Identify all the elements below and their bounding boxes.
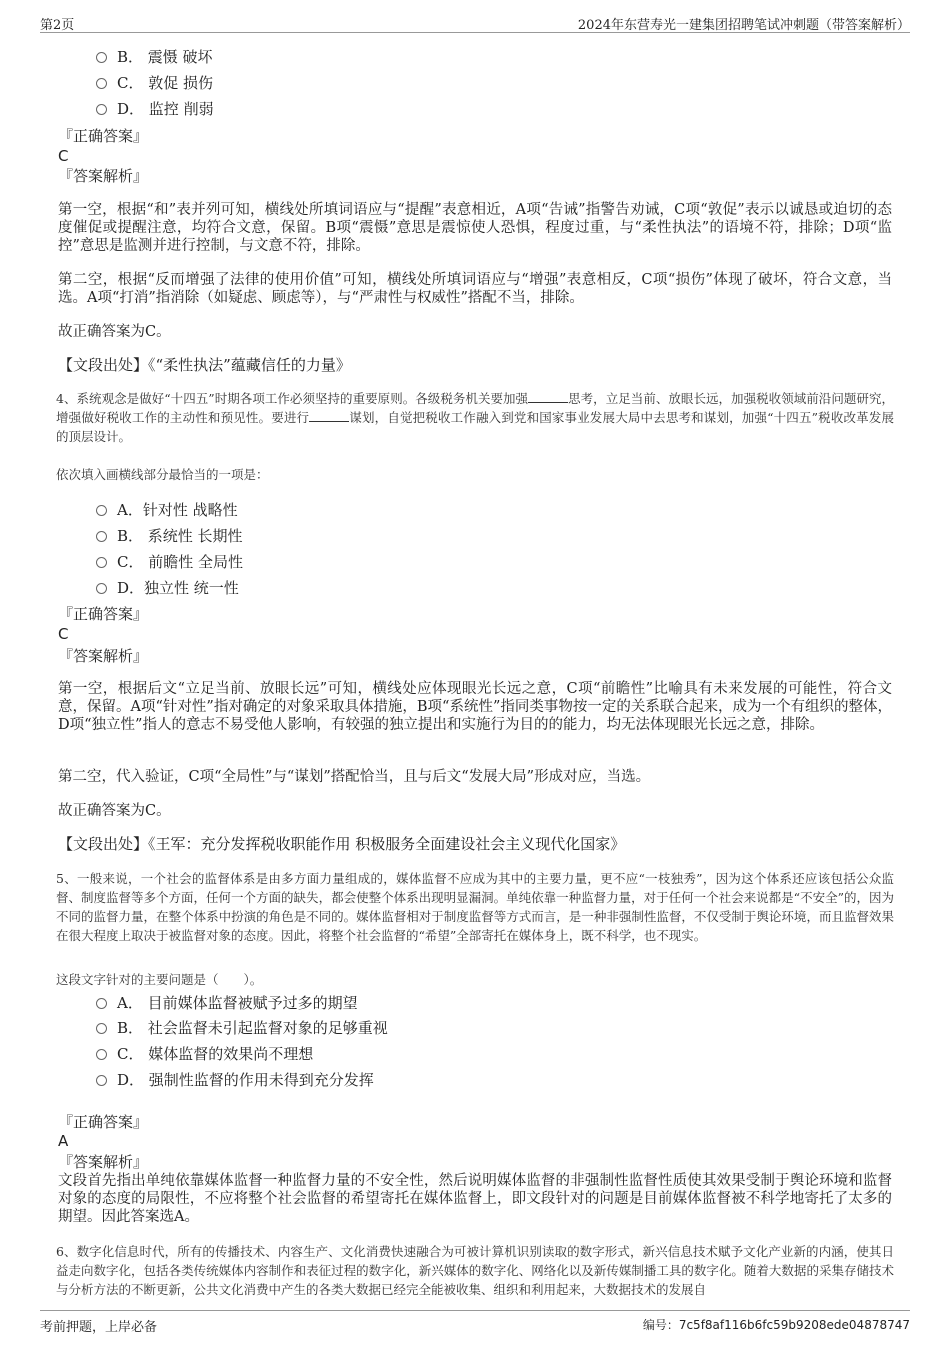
q4-option-c[interactable]: C． 前瞻性 全局性 [96,552,243,572]
radio-icon [96,998,107,1009]
q5-option-d[interactable]: D． 强制性监督的作用未得到充分发挥 [96,1070,374,1090]
q4-analysis-p1: 第一空，根据后文“立足当前、放眼长远”可知，横线处应体现眼光长远之意，C项“前瞻性”比喻具有未来发展的可能性，符合文意，保留。A项“针对性”指对确定的对象采取具体措施，B项“系统性”指同类事物按一定的关系联合起来，成为一个有组织的整体，D项“独立性”指人的意志不易受他人影响，有较强的独立提出和实施行为目的的能力，均无法体现眼光长远之意，排除。 [58,681,892,733]
page-footer [40,1310,910,1335]
q6-stem: 6、数字化信息时代，所有的传播技术、内容生产、文化消费快速融合为可被计算机识别读取的数字形式，新兴信息技术赋予文化产业新的内涵，使其日益走向数字化，包括各类传统媒体内容制作和表征过程的数字化，新兴媒体的数字化、网络化以及新传媒制播工具的数字化。随着大数据的采集存储技术与分析方法的不断更新，公共文化消费中产生的各类大数据已经完全能被收集、组织和利用起来，大数据技术的发展自 [56,1244,894,1297]
radio-icon [96,505,107,516]
q5-option-b[interactable]: B． 社会监督未引起监督对象的足够重视 [96,1018,388,1038]
q3-source: 【文段出处】《“柔性执法”蕴藏信任的力量》 [58,356,351,374]
q4-answer: C [58,625,69,643]
document-title: 2024年东营寿光一建集团招聘笔试冲刺题（带答案解析） [577,18,910,33]
radio-icon [96,104,107,115]
blank-line [528,402,568,403]
radio-icon [96,1075,107,1086]
q5-prompt: 这段文字针对的主要问题是（ ）。 [56,972,263,987]
q3-answer: C [58,147,69,165]
q4-analysis-p2: 第二空，代入验证，C项“全局性”与“谋划”搭配恰当，且与后文“发展大局”形成对应，当选。 [58,769,651,785]
q3-option-c[interactable]: C． 敦促 损伤 [96,73,213,93]
q5-stem: 5、一般来说，一个社会的监督体系是由多方面力量组成的，媒体监督不应成为其中的主要力量，更不应“一枝独秀”，因为这个体系还应该包括公众监督、制度监督等多个方面，任何一个方面的缺失，都会使整个体系出现明显漏洞。单纯依靠一种监督力量，对于任何一个社会来说都是“不安全”的，因为不同的监督力量，在整个体系中扮演的角色是不同的。媒体监督相对于制度监督等方式而言，是一种非强制性监督，不仅受制于舆论环境，而且监督效果在很大程度上取决于被监督对象的态度。因此，将整个社会监督的“希望”全部寄托在媒体身上，既不科学，也不现实。 [56,871,894,943]
q4-analysis-p3: 故正确答案为C。 [58,803,171,819]
q4-source: 【文段出处】《王军：充分发挥税收职能作用 积极服务全面建设社会主义现代化国家》 [58,835,626,853]
radio-icon [96,557,107,568]
radio-icon [96,1049,107,1060]
radio-icon [96,1023,107,1034]
q3-analysis-label: 『答案解析』 [58,167,149,185]
q3-option-b[interactable]: B． 震慑 破坏 [96,47,213,67]
page-number: 第2页 [40,18,75,33]
q4-analysis-label: 『答案解析』 [58,647,149,665]
radio-icon [96,531,107,542]
document-id: 编号：7c5f8af116b6fc59b9208ede04878747 [642,1318,910,1332]
q4-option-a[interactable]: A．针对性 战略性 [96,500,238,520]
q4-stem: 4、系统观念是做好“十四五”时期各项工作必须坚持的重要原则。各级税务机关要加强 思考，立足当前、放眼长远，加强税收领域前沿问题研究，增强做好税收工作的主动性和预见性。要进行 谋划，自觉把税收工作融入到党和国家事业发展大局中去思考和谋划，加强“十四五”税收改革发展的顶层设计。 [56,391,894,444]
q5-analysis-p1: 文段首先指出单纯依靠媒体监督一种监督力量的不安全性，然后说明媒体监督的非强制性监督性质使其效果受制于舆论环境和监督对象的态度的局限性，不应将整个社会监督的希望寄托在媒体监督上，即文段针对的问题是目前媒体监督被不科学地寄托了太多的期望。因此答案选A。 [58,1173,892,1225]
page-header [40,12,910,33]
radio-icon [96,78,107,89]
blank-line [309,421,349,422]
q5-answer: A [58,1132,69,1150]
radio-icon [96,583,107,594]
footer-slogan: 考前押题，上岸必备 [40,1320,158,1335]
q5-analysis-label: 『答案解析』 [58,1153,149,1171]
q5-answer-label: 『正确答案』 [58,1113,149,1131]
q4-option-d[interactable]: D．独立性 统一性 [96,578,239,598]
q3-analysis-p3: 故正确答案为C。 [58,324,171,340]
q3-analysis-p1: 第一空，根据“和”表并列可知，横线处所填词语应与“提醒”表意相近，A项“告诫”指警告劝诫，C项“敦促”表示以诚恳或迫切的态度催促或提醒注意，均符合文意，保留。B项“震慑”意思是震惊使人恐惧，程度过重，与“柔性执法”的语境不符，排除；D项“监控”意思是监测并进行控制，与文意不符，排除。 [58,202,892,254]
q4-prompt: 依次填入画横线部分最恰当的一项是： [56,467,269,482]
q3-answer-label: 『正确答案』 [58,127,149,145]
q5-option-c[interactable]: C． 媒体监督的效果尚不理想 [96,1044,313,1064]
q3-option-d[interactable]: D． 监控 削弱 [96,99,214,119]
radio-icon [96,52,107,63]
q3-analysis-p2: 第二空，根据“反而增强了法律的使用价值”可知，横线处所填词语应与“增强”表意相反，C项“损伤”体现了破坏，符合文意，当选。A项“打消”指消除（如疑虑、顾虑等），与“严肃性与权威性”搭配不当，排除。 [58,272,892,306]
q5-option-a[interactable]: A． 目前媒体监督被赋予过多的期望 [96,993,358,1013]
q4-answer-label: 『正确答案』 [58,605,149,623]
q4-option-b[interactable]: B． 系统性 长期性 [96,526,243,546]
